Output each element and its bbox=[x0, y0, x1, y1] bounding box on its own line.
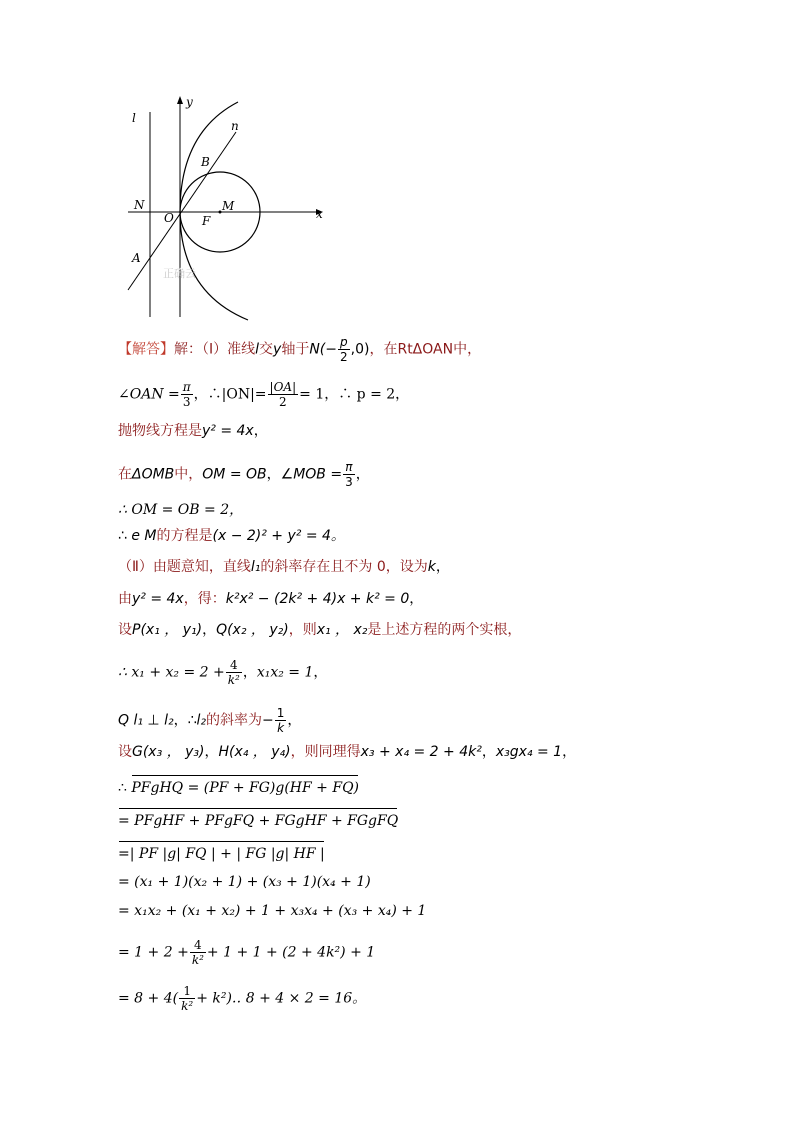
text: ， bbox=[313, 664, 328, 681]
math: P(x₁ ， y₁) bbox=[132, 622, 203, 638]
solution-line-18 bbox=[118, 938, 375, 967]
numerator: 1 bbox=[276, 706, 285, 720]
answer-heading: 【解答】 bbox=[118, 341, 174, 358]
numerator: 1 bbox=[179, 984, 195, 999]
math: y bbox=[273, 341, 282, 358]
vector-expression: = PFgHF + PFgFQ + FGgHF + FGgFQ bbox=[118, 807, 398, 831]
text: 抛物线方程是 bbox=[118, 423, 202, 439]
math: RtΔOAN bbox=[397, 341, 454, 358]
label-n-point: N bbox=[134, 198, 145, 212]
text: ， bbox=[202, 622, 217, 638]
text: 设 bbox=[118, 622, 132, 638]
solution-line-3 bbox=[118, 421, 268, 441]
label-a: A bbox=[132, 251, 141, 265]
math: ∴ x₁ + x₂ = 2 + bbox=[118, 664, 225, 681]
math: = 1 + 2 + bbox=[118, 944, 189, 961]
math: ∴ bbox=[118, 780, 127, 796]
math: k bbox=[427, 559, 436, 575]
text: ，∴ bbox=[173, 712, 197, 729]
math: + k²)‥ 8 + 4 × 2 = 16。 bbox=[196, 990, 367, 1007]
math: = 8 + 4( bbox=[118, 990, 179, 1007]
text: ，在 bbox=[369, 341, 398, 358]
text: ， bbox=[435, 559, 450, 575]
math: Q l₁ ⊥ l₂ bbox=[118, 712, 174, 729]
solution-line-7 bbox=[118, 557, 450, 577]
math: ∠MOB = bbox=[280, 466, 343, 483]
label-x: x bbox=[316, 207, 323, 221]
label-n: n bbox=[231, 119, 239, 133]
solution-line-4 bbox=[118, 460, 370, 489]
solution-line-2 bbox=[118, 380, 409, 409]
numerator: 4 bbox=[226, 658, 242, 673]
text: ， bbox=[562, 744, 577, 760]
fraction bbox=[343, 460, 355, 489]
text: 设 bbox=[118, 744, 132, 760]
text: 中， bbox=[453, 341, 482, 358]
vector-expression: PFgHQ = (PF + FG)g(HF + FQ) bbox=[131, 774, 359, 798]
denominator: k² bbox=[227, 673, 240, 687]
denominator: 2 bbox=[340, 350, 348, 364]
solution-line-8 bbox=[118, 589, 423, 609]
text: 是上述方程的两个实根， bbox=[367, 622, 522, 638]
text: 中， bbox=[174, 466, 203, 483]
fraction bbox=[190, 938, 206, 967]
math: + 1 + 1 + (2 + 4k²) + 1 bbox=[206, 944, 376, 961]
y-axis-arrow bbox=[177, 96, 183, 104]
numerator: 4 bbox=[190, 938, 206, 953]
math: − bbox=[262, 712, 274, 729]
math: ∴ OM = OB = 2， bbox=[118, 502, 244, 518]
math: y² = 4x bbox=[132, 591, 184, 607]
denominator: k bbox=[277, 721, 285, 735]
math: OM = OB bbox=[202, 466, 267, 483]
text: 轴于 bbox=[281, 341, 310, 358]
text: ，得： bbox=[183, 591, 226, 607]
numerator: π bbox=[343, 460, 355, 475]
label-b: B bbox=[201, 155, 210, 169]
solution-line-6 bbox=[118, 526, 345, 546]
math: y² = 4x bbox=[202, 423, 254, 439]
math: l bbox=[255, 341, 260, 358]
text: 的方程是 bbox=[156, 528, 213, 544]
label-o: O bbox=[164, 211, 174, 225]
math: ,0) bbox=[350, 341, 370, 358]
text: ， bbox=[266, 466, 281, 483]
label-m: M bbox=[222, 199, 235, 213]
math: x₁ ， x₂ bbox=[316, 622, 368, 638]
math: = x₁x₂ + (x₁ + x₂) + 1 + x₃x₄ + (x₃ + x₄) + 1 bbox=[118, 903, 427, 919]
fraction bbox=[338, 335, 350, 364]
text: 的斜率存在且不为 0，设为 bbox=[260, 559, 428, 575]
text: ，则 bbox=[288, 622, 317, 638]
text: ， bbox=[355, 466, 370, 483]
math: l₂ bbox=[196, 712, 207, 729]
text: 在 bbox=[118, 466, 132, 483]
solution-line-14 bbox=[118, 807, 398, 831]
text: （Ⅱ）由题意知，直线 bbox=[118, 559, 251, 575]
fraction bbox=[275, 706, 287, 735]
text: 解：（Ⅰ）准线 bbox=[174, 341, 256, 358]
parabola bbox=[180, 102, 248, 320]
math: ∠OAN = bbox=[118, 386, 180, 403]
numerator: p bbox=[338, 335, 350, 350]
math: (x − 2)² + y² = 4。 bbox=[212, 528, 345, 544]
label-y: y bbox=[186, 95, 193, 109]
solution-line-16 bbox=[118, 872, 371, 892]
solution-line-10 bbox=[118, 658, 327, 687]
denominator: 2 bbox=[279, 395, 287, 409]
label-f: F bbox=[202, 214, 211, 228]
math: x₃gx₄ = 1 bbox=[495, 744, 563, 760]
text: 由 bbox=[118, 591, 132, 607]
denominator: 3 bbox=[182, 395, 191, 409]
math: Q(x₂ ， y₂) bbox=[216, 622, 289, 638]
text: ， bbox=[242, 664, 257, 681]
fraction bbox=[181, 380, 193, 409]
fraction bbox=[226, 658, 242, 687]
fraction bbox=[268, 380, 299, 409]
math: ，∴|ON|= bbox=[193, 386, 267, 403]
denominator: k² bbox=[191, 953, 204, 967]
text: ，则同理得 bbox=[290, 744, 361, 760]
text: ， bbox=[287, 712, 302, 729]
math: = 1，∴ p = 2， bbox=[299, 386, 410, 403]
math: x₁x₂ = 1 bbox=[256, 664, 314, 681]
geometry-figure bbox=[118, 92, 338, 322]
text: 交 bbox=[259, 341, 274, 358]
fraction bbox=[179, 984, 195, 1013]
numerator: π bbox=[182, 380, 191, 394]
solution-line-9 bbox=[118, 620, 521, 640]
solution-line-1 bbox=[118, 335, 481, 364]
math: k²x² − (2k² + 4)x + k² = 0 bbox=[225, 591, 410, 607]
math: l₁ bbox=[250, 559, 261, 575]
math: G(x₃ ， y₃) bbox=[132, 744, 205, 760]
solution-line-11 bbox=[118, 706, 301, 735]
solution-line-13 bbox=[118, 774, 359, 798]
denominator: k² bbox=[181, 999, 194, 1013]
numerator: |OA| bbox=[269, 380, 297, 394]
math: H(x₄ ， y₄) bbox=[218, 744, 291, 760]
solution-line-19 bbox=[118, 984, 366, 1013]
solution-line-15 bbox=[118, 840, 325, 864]
math: ∴ e M bbox=[118, 528, 157, 544]
text: 的斜率为 bbox=[206, 712, 263, 729]
text: ， bbox=[409, 591, 424, 607]
solution-line-5 bbox=[118, 500, 243, 520]
text: ， bbox=[204, 744, 219, 760]
math: N(− bbox=[309, 341, 337, 358]
text: ， bbox=[253, 423, 268, 439]
math: = (x₁ + 1)(x₂ + 1) + (x₃ + 1)(x₄ + 1) bbox=[118, 874, 371, 890]
denominator: 3 bbox=[345, 475, 353, 489]
label-l: l bbox=[132, 111, 136, 125]
watermark: 正确云 bbox=[163, 267, 196, 280]
solution-line-12 bbox=[118, 742, 576, 762]
vector-expression: =| PF |g| FQ | + | FG |g| HF | bbox=[118, 840, 325, 864]
solution-line-17 bbox=[118, 901, 426, 921]
text: ， bbox=[481, 744, 496, 760]
math: ΔOMB bbox=[132, 466, 175, 483]
math: x₃ + x₄ = 2 + 4k² bbox=[360, 744, 482, 760]
